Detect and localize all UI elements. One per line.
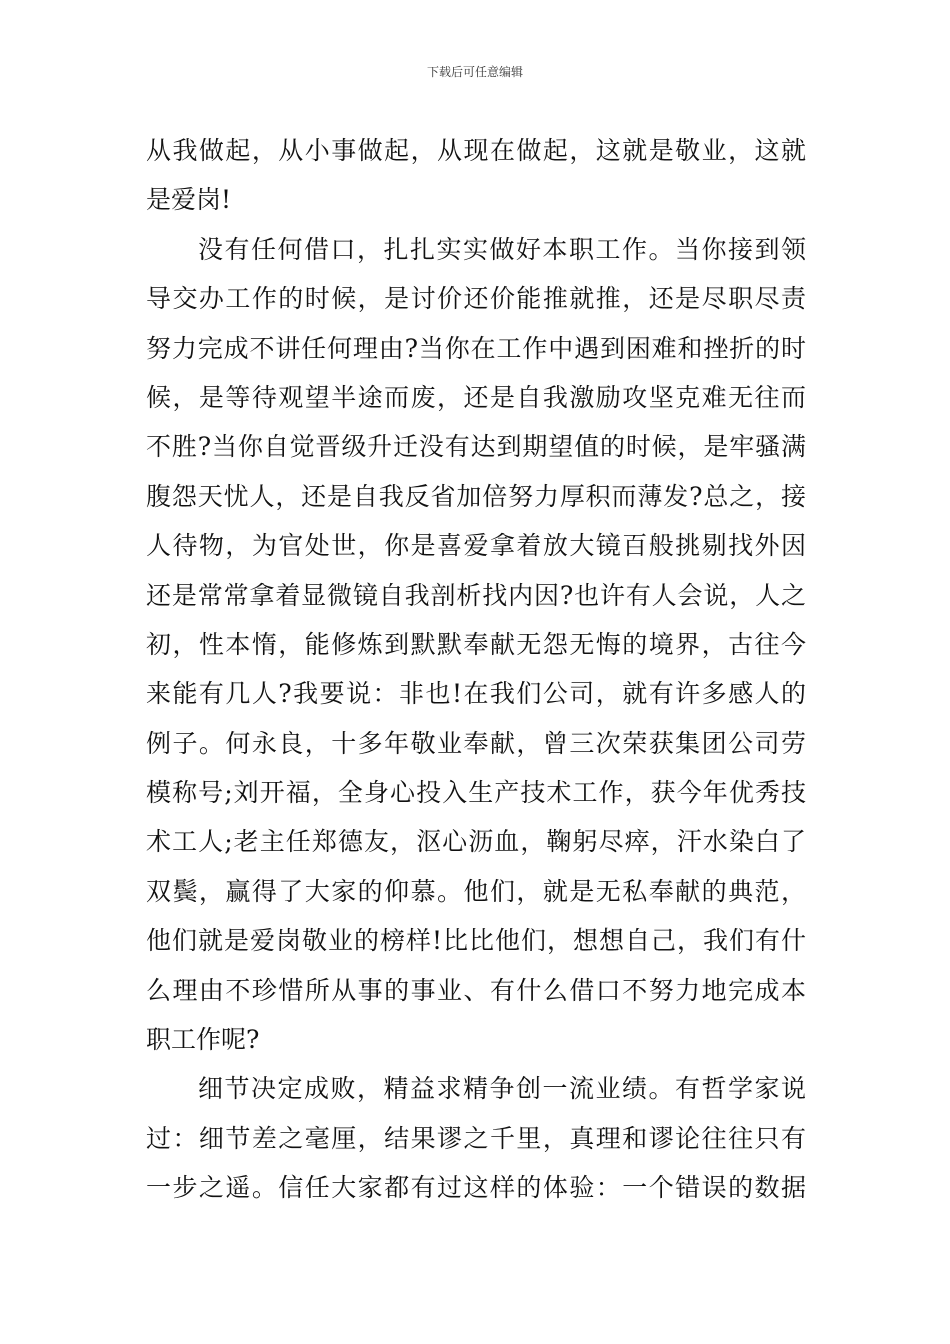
text-line: 人待物，为官处世，你是喜爱拿着放大镜百般挑剔找外因: [146, 531, 806, 561]
text-line: 导交办工作的时候，是讨价还价能推就推，还是尽职尽责: [146, 284, 806, 314]
text-line: 双鬓，赢得了大家的仰慕。他们，就是无私奉献的典范，: [146, 876, 806, 906]
text-line: 还是常常拿着显微镜自我剖析找内因?也许有人会说，人之: [146, 580, 806, 610]
page-header: 下载后可任意编辑: [426, 65, 523, 79]
text-line: 么理由不珍惜所从事的事业、有什么借口不努力地完成本: [146, 975, 806, 1005]
text-line: 细节决定成败，精益求精争创一流业绩。有哲学家说: [198, 1074, 806, 1104]
text-line: 初，性本惰，能修炼到默默奉献无怨无悔的境界，古往今: [146, 629, 806, 659]
text-line: 是爱岗!: [146, 185, 232, 215]
text-line: 一步之遥。信任大家都有过这样的体验：一个错误的数据: [146, 1173, 806, 1203]
text-line: 他们就是爱岗敬业的榜样!比比他们，想想自己，我们有什: [146, 926, 806, 956]
text-line: 例子。何永良，十多年敬业奉献，曾三次荣获集团公司劳: [146, 728, 806, 758]
text-line: 不胜?当你自觉晋级升迁没有达到期望值的时候，是牢骚满: [146, 432, 806, 462]
text-line: 候，是等待观望半途而废，还是自我激励攻坚克难无往而: [146, 382, 806, 412]
text-line: 没有任何借口，扎扎实实做好本职工作。当你接到领: [198, 234, 806, 264]
text-line: 努力完成不讲任何理由?当你在工作中遇到困难和挫折的时: [146, 333, 806, 363]
text-line: 模称号;刘开福，全身心投入生产技术工作，获今年优秀技: [146, 778, 806, 808]
text-line: 职工作呢?: [146, 1025, 260, 1055]
text-line: 来能有几人?我要说：非也!在我们公司，就有许多感人的: [146, 679, 806, 709]
document-body: [146, 126, 806, 1213]
text-line: 过：细节差之毫厘，结果谬之千里，真理和谬论往往只有: [146, 1123, 806, 1153]
text-line: 从我做起，从小事做起，从现在做起，这就是敬业，这就: [146, 136, 806, 165]
text-line: 腹怨天忧人，还是自我反省加倍努力厚积而薄发?总之，接: [146, 481, 806, 511]
text-line: 术工人;老主任郑德友，沤心沥血，鞠躬尽瘁，汗水染白了: [146, 827, 806, 857]
